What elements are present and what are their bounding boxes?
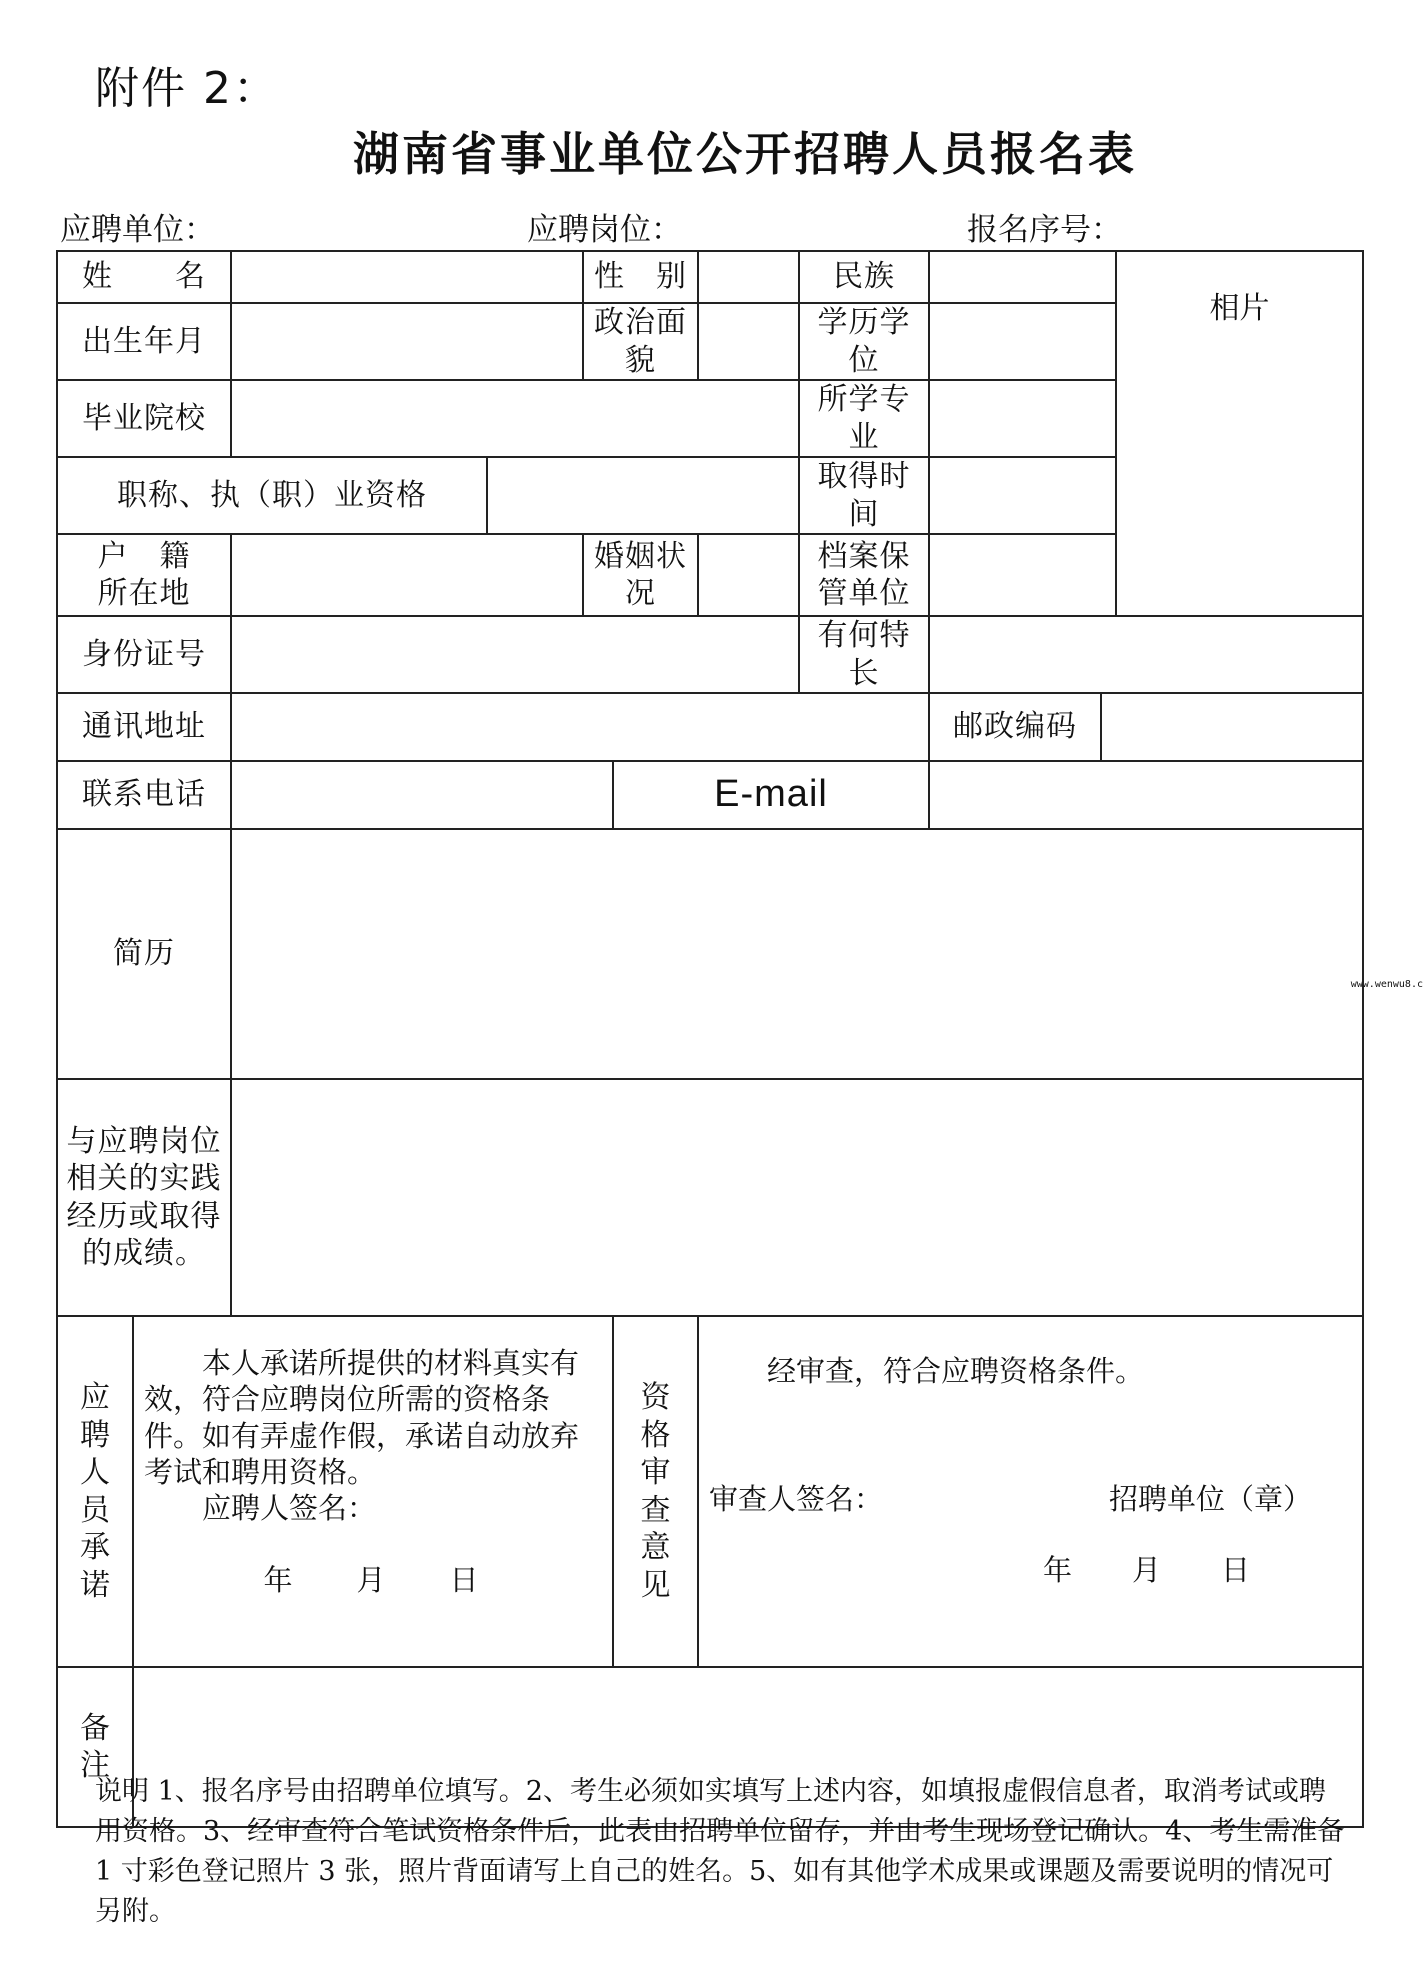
review-date[interactable]: 年 月 日 [1042, 1552, 1254, 1587]
hukou-label: 户 籍 所在地 [57, 534, 231, 616]
gender-label: 性 别 [583, 251, 698, 303]
archive-field[interactable] [929, 534, 1116, 616]
applicant-sign-label: 应聘人签名： [202, 1491, 377, 1525]
email-label: E-mail [613, 761, 929, 829]
reviewer-sign-label: 审查人签名： [709, 1482, 884, 1517]
unit-label: 应聘单位： [60, 212, 215, 248]
obtained-time-label: 取得时间 [799, 457, 929, 534]
pledge-text: 本人承诺所提供的材料真实有效，符合应聘岗位所需的资格条件。如有弄虚作假，承诺自动放弃考试和聘用资格。 [144, 1346, 580, 1489]
birth-label: 出生年月 [57, 303, 231, 380]
instructions-note: 说明 1、报名序号由招聘单位填写。2、考生必须如实填写上述内容，如填报虚假信息者，取消考试或聘用资格。3、经审查符合笔试资格条件后，此表由招聘单位留存，并由考生现场登记确认。4、考生需准备 1 寸彩色登记照片 3 张，照片背面请写上自己的姓名。5、如有其他学术成果或课题及需要说明的情况可另附。 [95, 1776, 1345, 1927]
resume-field[interactable] [231, 829, 1363, 1079]
school-label: 毕业院校 [57, 380, 231, 457]
unit-seal-label: 招聘单位（章） [1108, 1482, 1312, 1517]
education-label: 学历学位 [799, 303, 929, 380]
attachment-label: 附件 2： [95, 63, 279, 114]
school-field[interactable] [231, 380, 799, 457]
photo-box[interactable]: 相片 [1116, 251, 1363, 616]
name-label: 姓 名 [57, 251, 231, 303]
review-text: 经审查，符合应聘资格条件。 [767, 1354, 1145, 1388]
serial-label: 报名序号： [967, 212, 1122, 248]
name-field[interactable] [231, 251, 583, 303]
email-field[interactable] [929, 761, 1363, 829]
form-title: 湖南省事业单位公开招聘人员报名表 [353, 127, 1137, 181]
postcode-label: 邮政编码 [929, 693, 1101, 761]
pledge-label: 应 聘 人 员 承 诺 [57, 1316, 133, 1667]
ethnicity-label: 民族 [799, 251, 929, 303]
phone-label: 联系电话 [57, 761, 231, 829]
address-label: 通讯地址 [57, 693, 231, 761]
position-label: 应聘岗位： [527, 212, 682, 248]
id-number-label: 身份证号 [57, 616, 231, 693]
education-field[interactable] [929, 303, 1116, 380]
review-section [698, 1316, 1363, 1667]
id-number-field[interactable] [231, 616, 799, 693]
address-field[interactable] [231, 693, 929, 761]
obtained-time-field[interactable] [929, 457, 1116, 534]
specialty-label: 有何特长 [799, 616, 929, 693]
marital-label: 婚姻状况 [583, 534, 698, 616]
political-field[interactable] [698, 303, 799, 380]
major-field[interactable] [929, 380, 1116, 457]
remarks-label: 备 注 [57, 1667, 133, 1827]
resume-label: 简历 [57, 829, 231, 1079]
archive-label: 档案保 管单位 [799, 534, 929, 616]
qualification-field[interactable] [487, 457, 799, 534]
major-label: 所学专业 [799, 380, 929, 457]
pledge-date[interactable]: 年 月 日 [263, 1563, 483, 1598]
birth-field[interactable] [231, 303, 583, 380]
political-label: 政治面貌 [583, 303, 698, 380]
ethnicity-field[interactable] [929, 251, 1116, 303]
marital-field[interactable] [698, 534, 799, 616]
postcode-field[interactable] [1101, 693, 1363, 761]
phone-field[interactable] [231, 761, 613, 829]
pledge-section [133, 1316, 613, 1667]
practice-field[interactable] [231, 1079, 1363, 1316]
practice-label: 与应聘岗位 相关的实践 经历或取得 的成绩。 [57, 1079, 231, 1316]
gender-field[interactable] [698, 251, 799, 303]
specialty-field[interactable] [929, 616, 1363, 693]
qualification-label: 职称、执（职）业资格 [57, 457, 487, 534]
hukou-field[interactable] [231, 534, 583, 616]
registration-table [56, 250, 1364, 1828]
review-label: 资 格 审 查 意 见 [613, 1316, 698, 1667]
side-watermark: www.wenwu8.c [1350, 979, 1423, 990]
